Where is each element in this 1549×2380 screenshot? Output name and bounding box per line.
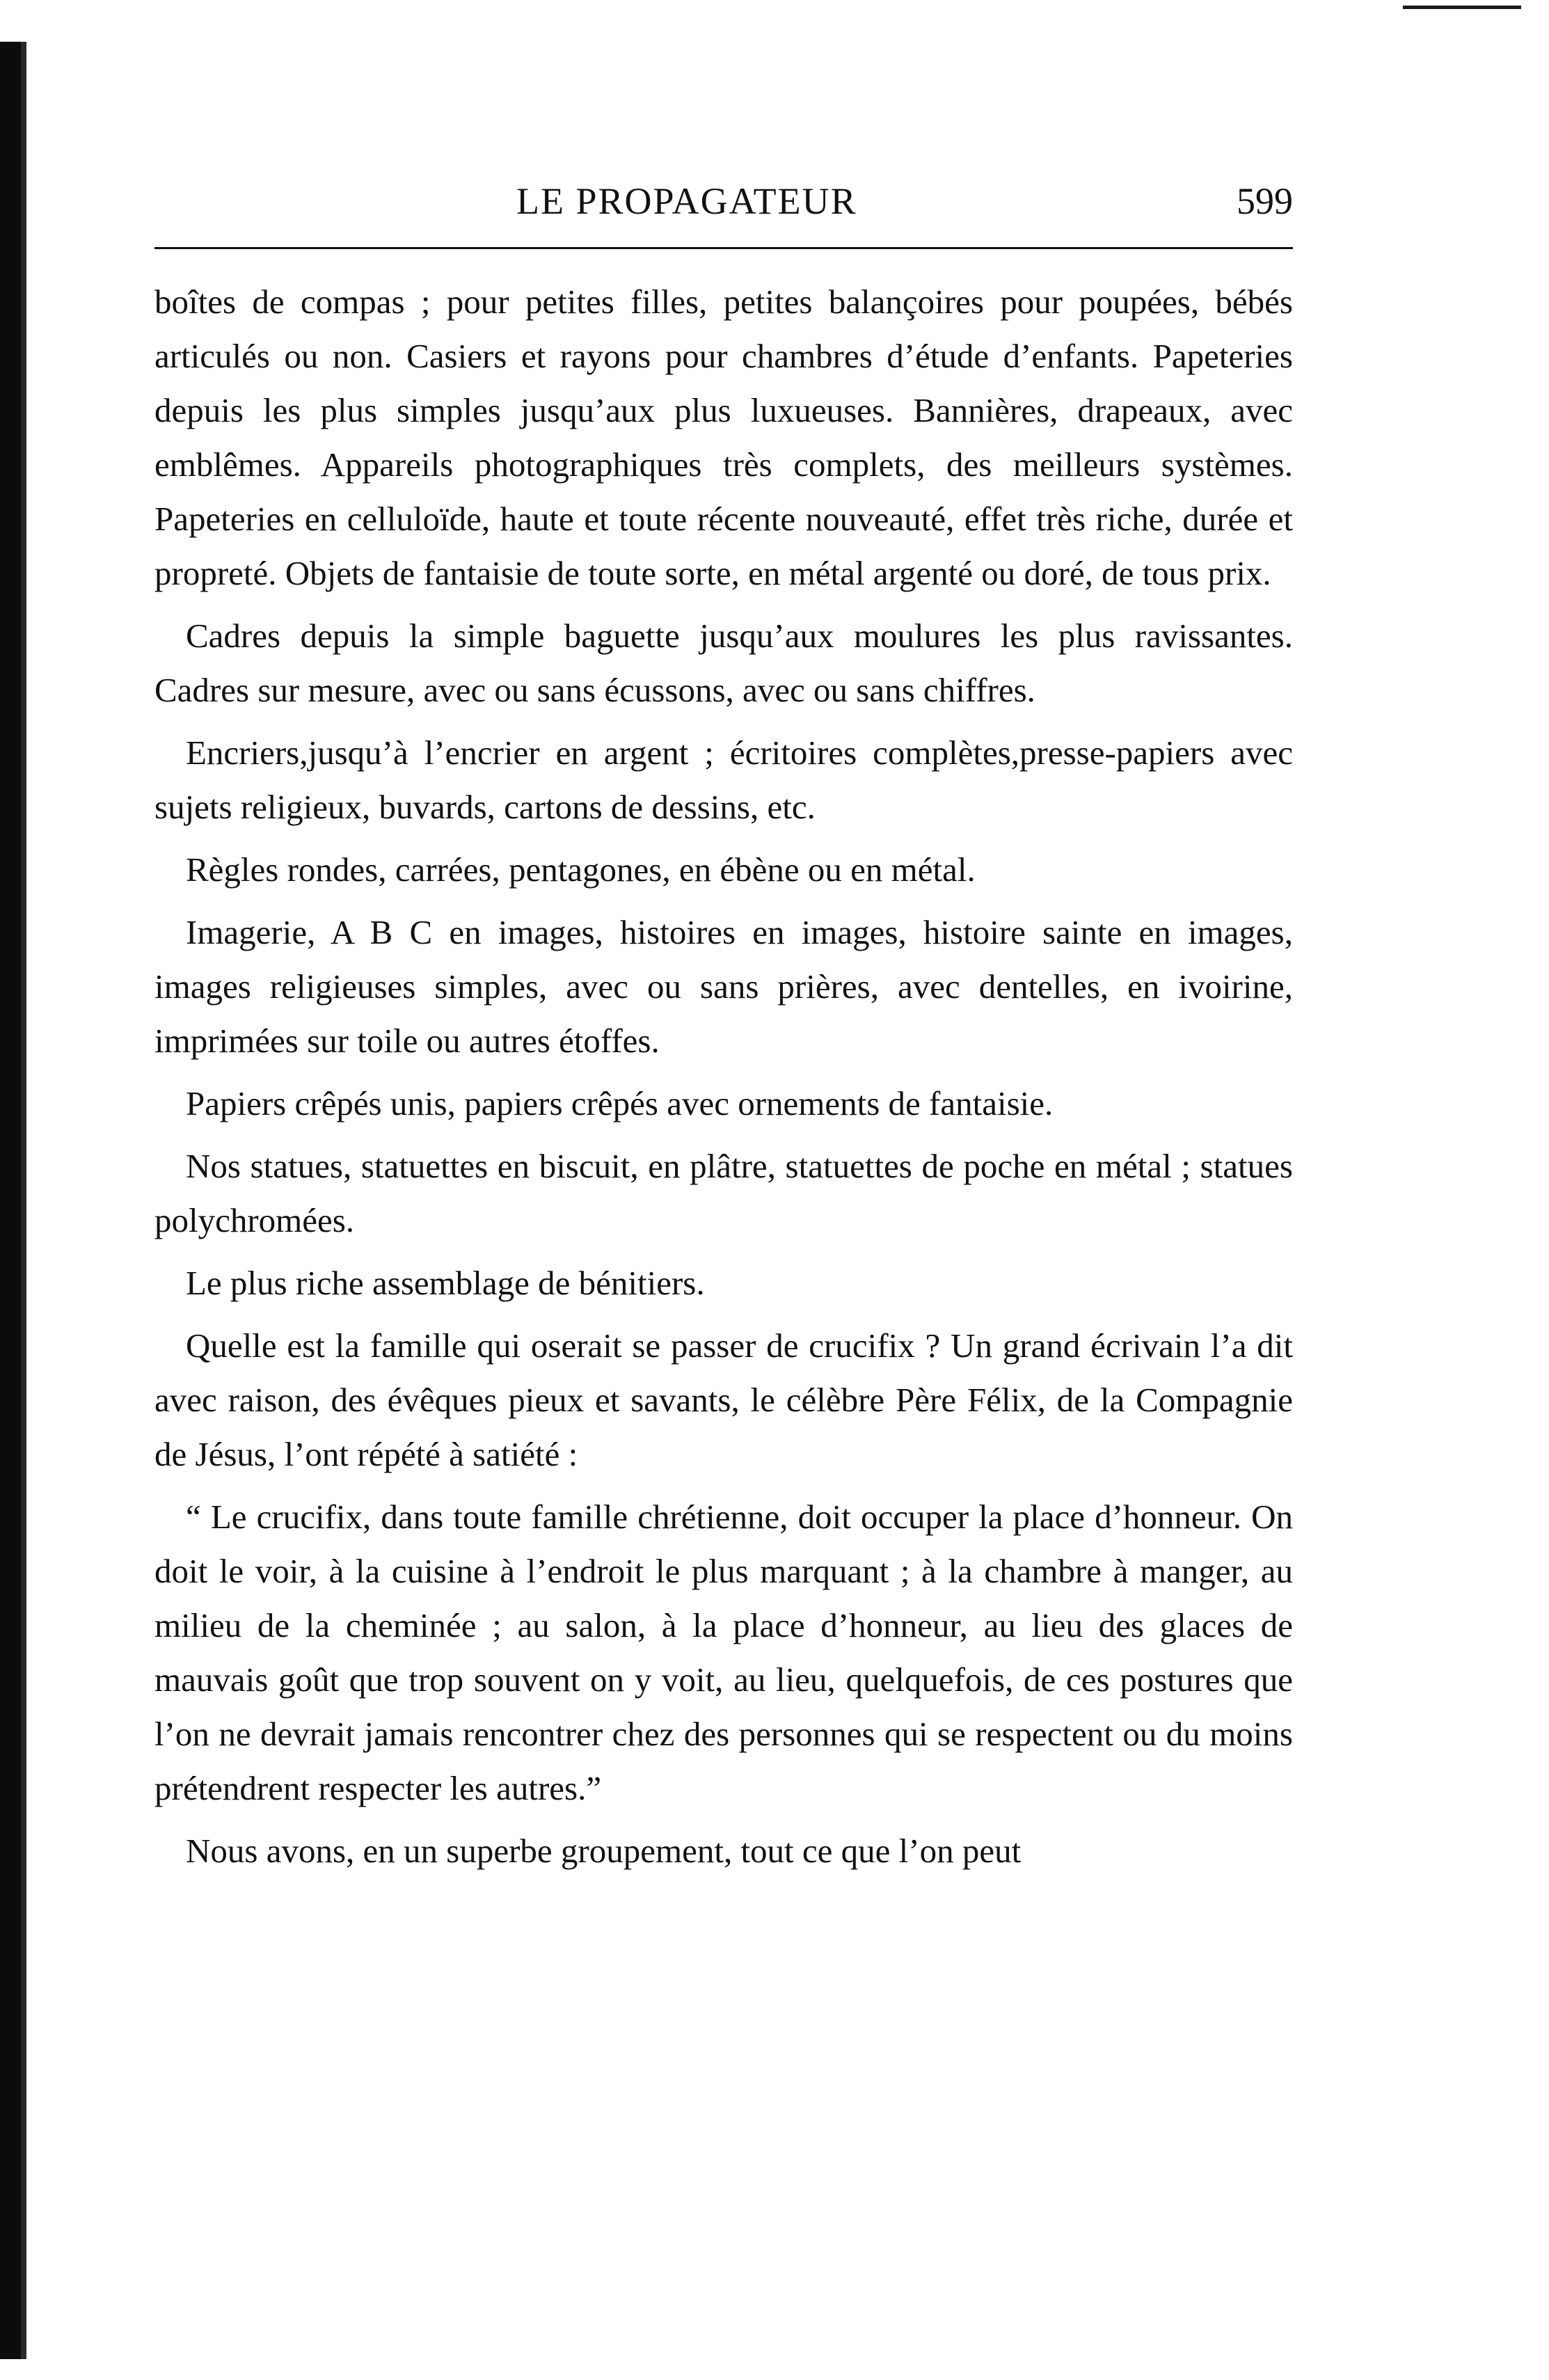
page-number: 599	[1237, 180, 1293, 222]
paragraph: boîtes de compas ; pour petites filles, petites balançoires pour poupées, bébés articulés ou non. Casiers et rayons pour chambres d’étude d’enfants. Papeteries depuis les plus simples jusqu’aux plus luxueuses. Bannières, drapeaux, avec emblêmes. Appareils photographiques très complets, des meilleurs systèmes. Papeteries en celluloïde, haute et toute récente nouveauté, effet très riche, durée et propreté. Objets de fantaisie de toute sorte, en métal argenté ou doré, de tous prix.	[154, 283, 1293, 592]
running-title: LE PROPAGATEUR	[516, 180, 857, 222]
paragraph: Le plus riche assemblage de bénitiers.	[186, 1264, 705, 1302]
body-text	[154, 275, 1293, 1887]
paragraph: Quelle est la famille qui oserait se passer de crucifix ? Un grand écrivain l’a dit avec raison, des évêques pieux et savants, le célèbre Père Félix, de la Compagnie de Jésus, l’ont répété à satiété :	[154, 1326, 1293, 1473]
paragraph: Encriers,jusqu’à l’encrier en argent ; écritoires complètes,presse-papiers avec sujets religieux, buvards, cartons de dessins, etc.	[154, 733, 1293, 826]
running-header	[154, 167, 1293, 237]
paragraph: Cadres depuis la simple baguette jusqu’aux moulures les plus ravissantes. Cadres sur mesure, avec ou sans écussons, avec ou sans chiffres.	[154, 617, 1293, 709]
paragraph: Nos statues, statuettes en biscuit, en plâtre, statuettes de poche en métal ; statues polychromées.	[154, 1147, 1293, 1239]
paragraph: Papiers crêpés unis, papiers crêpés avec ornements de fantaisie.	[186, 1084, 1054, 1122]
scan-binding-edge	[0, 42, 21, 2359]
paragraph: Règles rondes, carrées, pentagones, en ébène ou en métal.	[186, 850, 976, 889]
paragraph: Nous avons, en un superbe groupement, tout ce que l’on peut	[186, 1832, 1022, 1870]
scan-binding-shadow	[21, 42, 26, 2359]
paragraph: Imagerie, A B C en images, histoires en images, histoire sainte en images, images religieuses simples, avec ou sans prières, avec dentelles, en ivoirine, imprimées sur toile ou autres étoffes.	[154, 913, 1293, 1060]
quotation-paragraph: “ Le crucifix, dans toute famille chrétienne, doit occuper la place d’honneur. On doit le voir, à la cuisine à l’endroit le plus marquant ; à la chambre à manger, au milieu de la cheminée ; au salon, à la place d’honneur, au lieu des glaces de mauvais goût que trop souvent on y voit, au lieu, quelquefois, de ces postures que l’on ne devrait jamais rencontrer chez des personnes qui se respectent ou du moins prétendrent respecter les autres.”	[154, 1498, 1293, 1807]
header-rule	[154, 247, 1293, 249]
scan-top-mark	[1403, 6, 1521, 9]
